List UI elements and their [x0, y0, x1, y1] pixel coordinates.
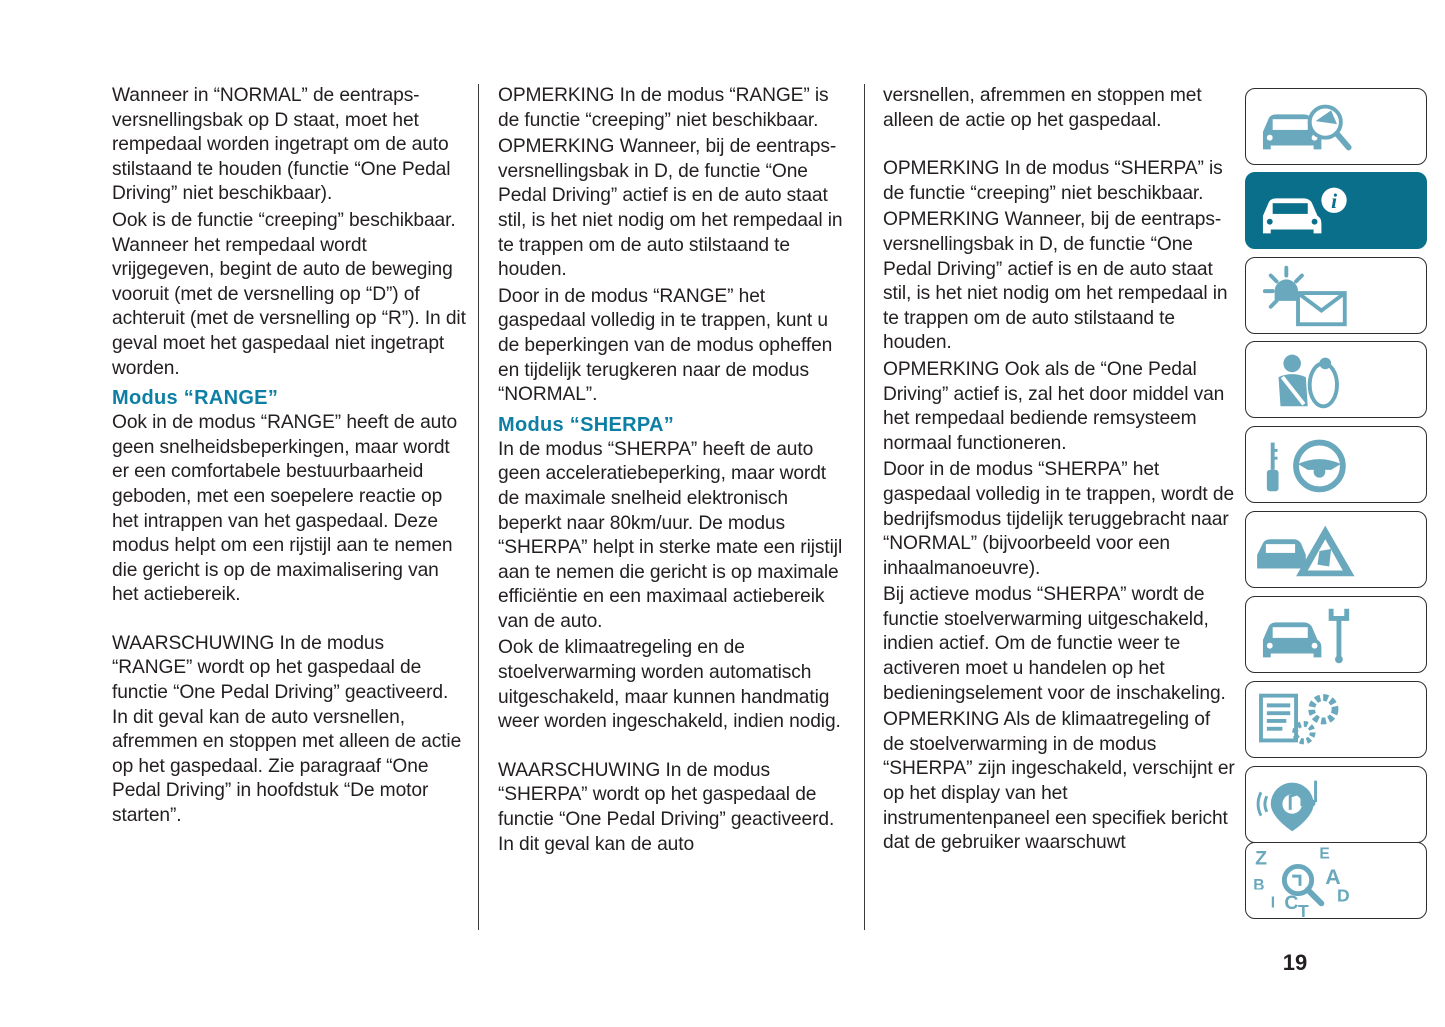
- paragraph: Door in de modus “SHERPA” het gaspedaal volledig in te trappen, wordt de bedrijfsmodus tijdelijk teruggebracht naar “NORMAL” (bijvoorbeeld voor een inhaalmanoeuvre).: [883, 459, 1235, 579]
- tab-starting-driving[interactable]: [1245, 426, 1427, 503]
- paragraph: Ook in de modus “RANGE” heeft de auto geen snelheidsbeperkingen, maar wordt er een comfortabele bestuurbaarheid geboden, met een soepelere reactie op het intrappen van het gaspedaal. Deze modus helpt om een rijstijl aan te nemen die gericht is op de maximalisering van het actiebereik.: [112, 412, 458, 606]
- paragraph: versnellen, afremmen en stoppen met alleen de actie op het gaspedaal.: [883, 85, 1202, 131]
- tab-safety[interactable]: [1245, 341, 1427, 418]
- svg-text:i: i: [1331, 189, 1338, 214]
- data-gears-icon: [1246, 682, 1426, 757]
- index-letter: A: [1325, 864, 1341, 889]
- paragraph: WAARSCHUWING In de modus “RANGE” wordt op het gaspedaal de functie “One Pedal Driving” geactiveerd. In dit geval kan de auto versnellen, afremmen en stoppen met alleen de actie op het gaspedaal. Zie paragraaf “One Pedal Driving” in hoofdstuk “De motor starten”.: [112, 632, 462, 827]
- index-letter: B: [1253, 876, 1265, 894]
- paragraph: Wanneer in “NORMAL” de eentraps-versnellingsbak op D staat, moet het rempedaal worden ingetrapt om de auto stilstaand te houden (functie “One Pedal Driving” niet beschikbaar).: [112, 85, 451, 205]
- paragraph: OPMERKING Wanneer, bij de eentraps-versnellingsbak in D, de functie “One Pedal Driving” actief is en de auto staat stil, is het niet nodig om het rempedaal in te trappen om de auto stilstaand te houden.: [498, 136, 843, 281]
- page-number: 19: [1282, 950, 1308, 975]
- tab-dashboard-info[interactable]: [1245, 172, 1427, 249]
- key-steering-wheel-icon: [1246, 427, 1426, 502]
- paragraph: Door in de modus “RANGE” het gaspedaal volledig in te trappen, kunt u de beperkingen van de modus opheffen en tijdelijk terugkeren naar de modus “NORMAL”.: [498, 285, 833, 406]
- paragraph: WAARSCHUWING In de modus “SHERPA” wordt op het gaspedaal de functie “One Pedal Driving” geactiveerd. In dit geval kan de auto: [498, 759, 835, 855]
- tab-technical-data[interactable]: [1245, 681, 1427, 758]
- index-letter: Z: [1255, 847, 1268, 870]
- car-wrench-icon: [1246, 597, 1426, 672]
- car-warning-triangle-icon: [1246, 512, 1426, 587]
- column-divider: [864, 84, 865, 930]
- warning-light-message-icon: [1246, 258, 1426, 333]
- index-letter: D: [1336, 885, 1350, 906]
- car-magnifier-icon: [1246, 89, 1426, 164]
- paragraph: Ook is de functie “creeping” beschikbaar. Wanneer het rempedaal wordt vrijgegeven, begint de auto de beweging vooruit (met de versnelling op “D”) of achteruit (met de versnelling op “R”). In dit geval moet het gaspedaal niet ingetrapt worden.: [112, 209, 466, 379]
- multimedia-icon: [1246, 767, 1426, 842]
- paragraph: OPMERKING In de modus “RANGE” is de functie “creeping” niet beschikbaar.: [498, 85, 829, 131]
- paragraph: Bij actieve modus “SHERPA” wordt de functie stoelverwarming uitgeschakeld, indien actief. Om de functie weer te activeren moet u handelen op het bedieningselement voor de inschakeling.: [883, 584, 1226, 704]
- index-letter: E: [1319, 845, 1330, 863]
- section-heading: Modus “SHERPA”: [498, 413, 675, 436]
- tab-multimedia[interactable]: [1245, 766, 1427, 843]
- tab-emergency[interactable]: [1245, 511, 1427, 588]
- text-column-2: [498, 84, 850, 859]
- car-info-icon: [1246, 173, 1426, 248]
- tab-maintenance[interactable]: [1245, 596, 1427, 673]
- seatbelt-airbag-icon: [1246, 342, 1426, 417]
- column-divider: [478, 84, 479, 930]
- index-letter: T: [1298, 901, 1309, 918]
- paragraph: OPMERKING Wanneer, bij de eentraps-versnellingsbak in D, de functie “One Pedal Driving” actief is en de auto staat stil, is het niet nodig om het rempedaal in te trappen om de auto stilstaand te houden.: [883, 209, 1228, 354]
- section-heading: Modus “RANGE”: [112, 387, 279, 410]
- text-column-3: [883, 84, 1235, 858]
- paragraph: OPMERKING Ook als de “One Pedal Driving” actief is, zal het door middel van het rempedaal bediende remsysteem normaal functioneren.: [883, 358, 1225, 454]
- text-column-1: [112, 84, 468, 831]
- paragraph: OPMERKING Als de klimaatregeling of de stoelverwarming in de modus “SHERPA” zijn ingeschakeld, verschijnt er op het display van het instrumentenpaneel een specifiek bericht dat de gebruiker waarschuwt: [883, 709, 1235, 854]
- tab-car-knowledge[interactable]: [1245, 88, 1427, 165]
- index-letter: C: [1284, 892, 1299, 915]
- paragraph: OPMERKING In de modus “SHERPA” is de functie “creeping” niet beschikbaar.: [883, 158, 1223, 204]
- paragraph: In de modus “SHERPA” heeft de auto geen acceleratiebeperking, maar wordt de maximale snelheid elektronisch beperkt naar 80km/uur. De modus “SHERPA” helpt in sterke mate een rijstijl aan te nemen die gericht is op maximale efficiëntie en een maximaal actiebereik van de auto.: [498, 438, 843, 632]
- tab-warning-lights[interactable]: [1245, 257, 1427, 334]
- index-letter: I: [1270, 894, 1276, 912]
- paragraph: Ook de klimaatregeling en de stoelverwarming worden automatisch uitgeschakeld, maar kunnen handmatig weer worden ingeschakeld, indien nodig.: [498, 637, 841, 733]
- alphabetical-index-icon: [1246, 843, 1426, 918]
- tab-index[interactable]: [1245, 842, 1427, 919]
